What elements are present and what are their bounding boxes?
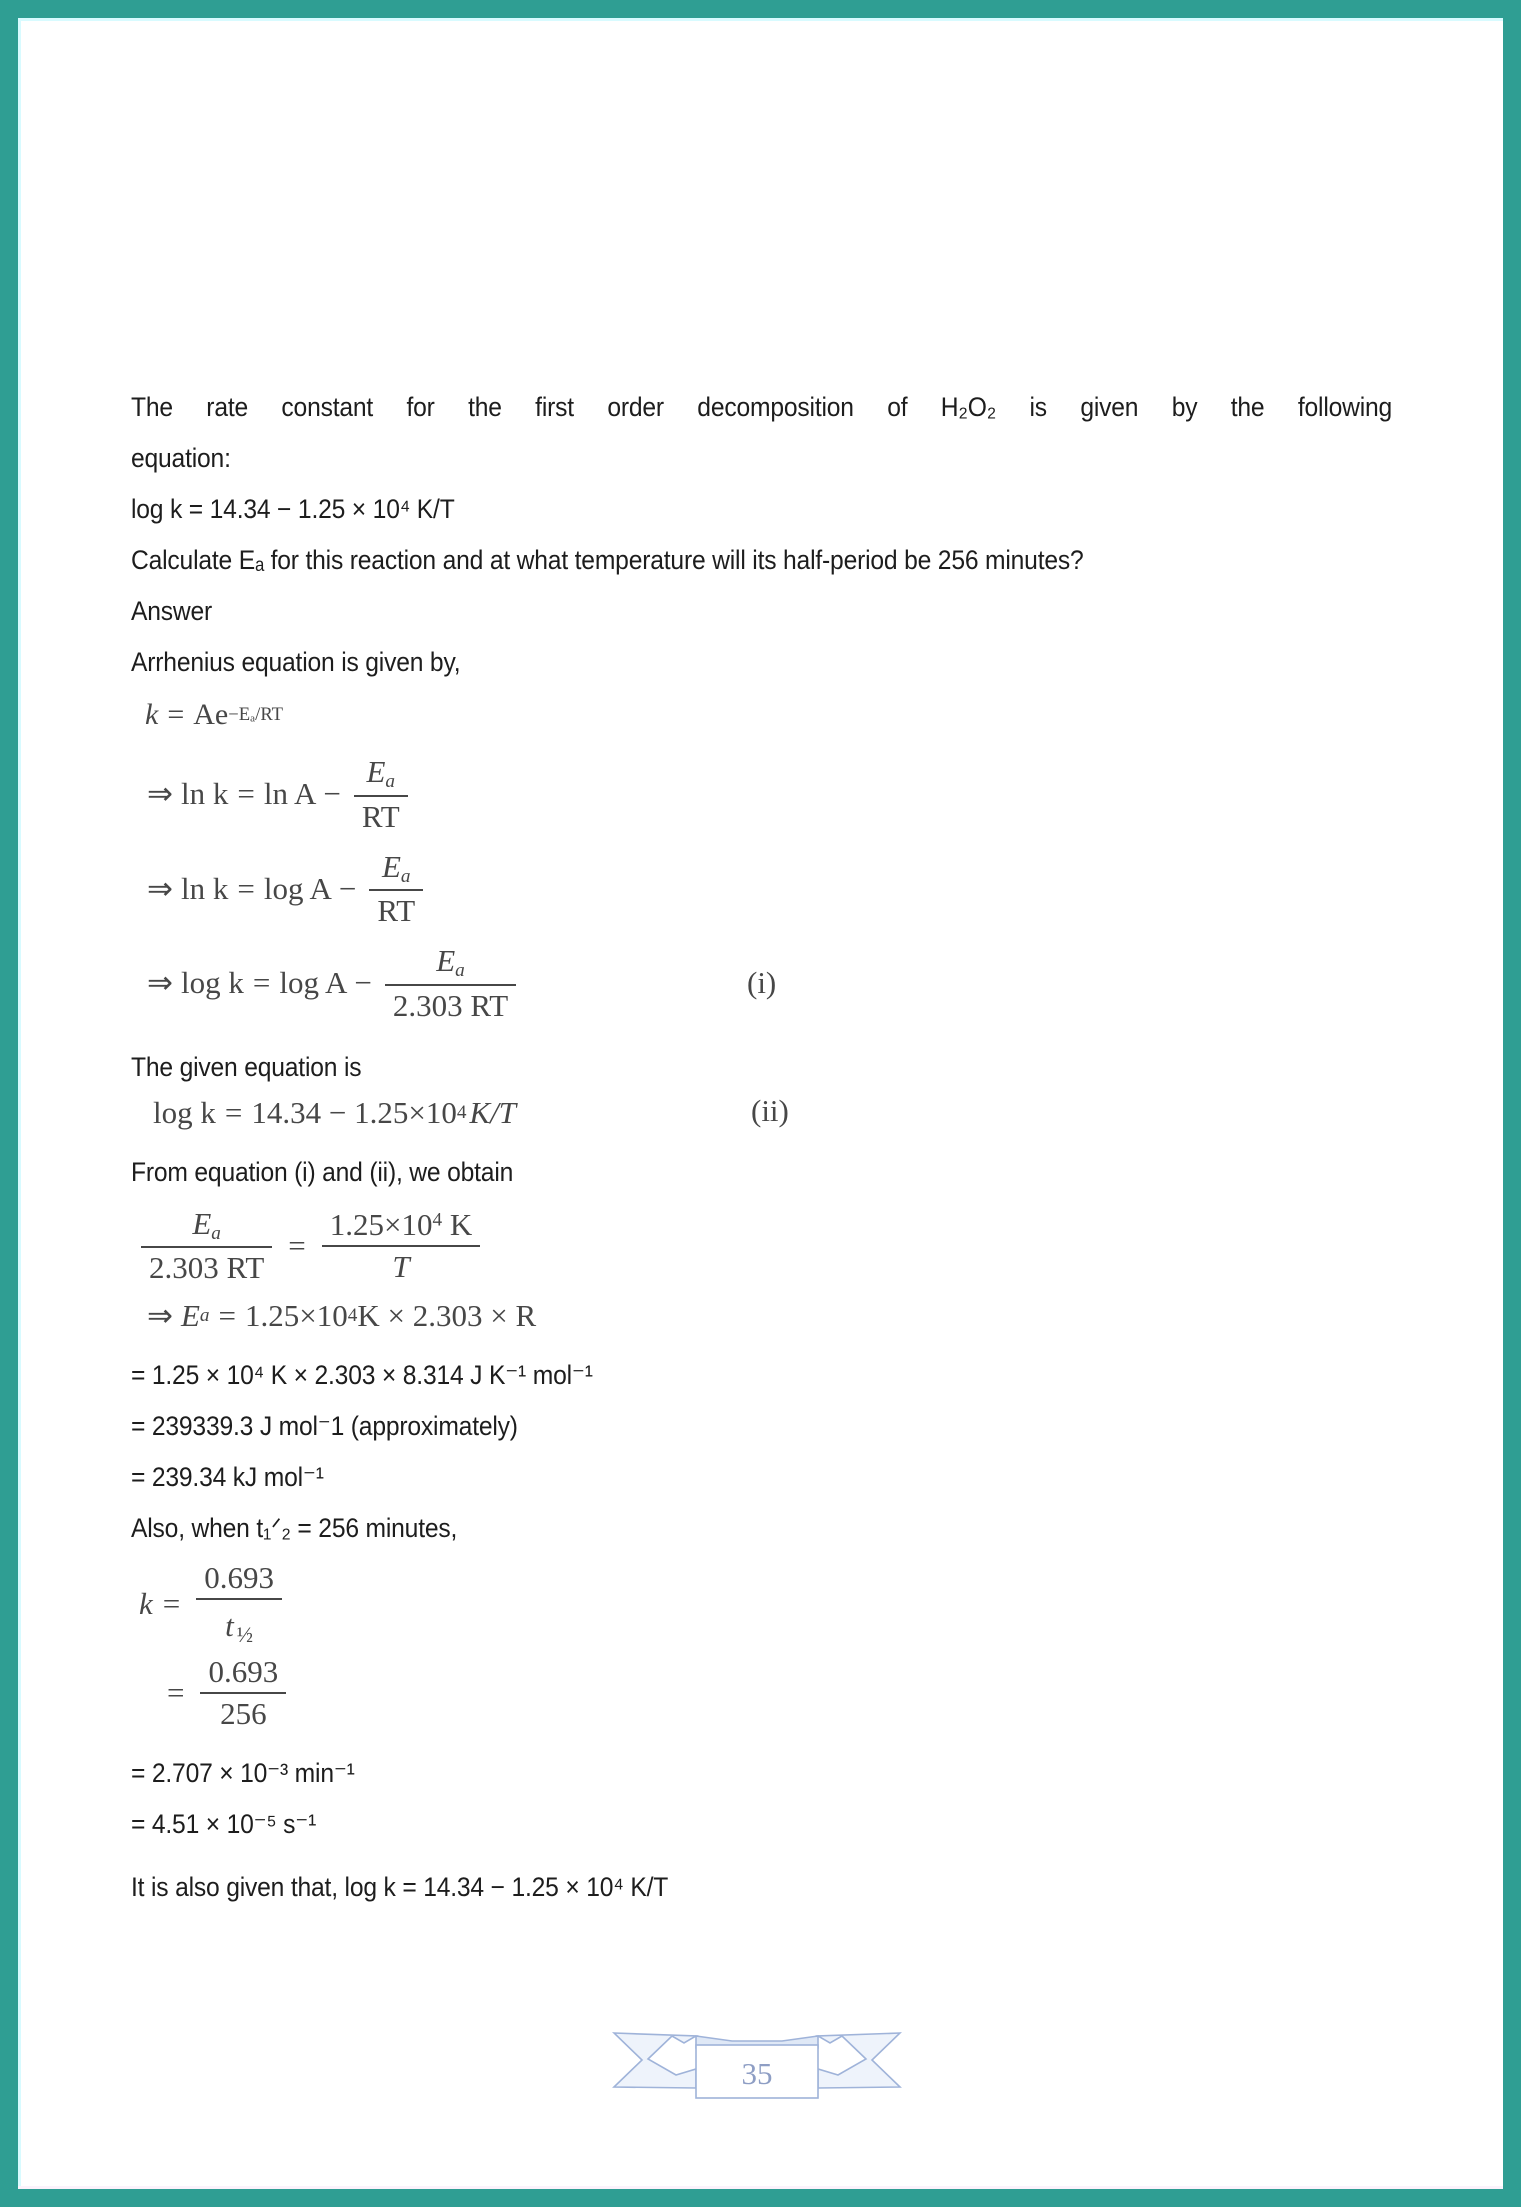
ratio-right-numerator-post: K	[442, 1207, 473, 1243]
ratio-right-denominator-sym: T	[392, 1248, 410, 1284]
ln-form-term1: ln A	[263, 776, 317, 812]
k-numeric-equals: =	[167, 1674, 185, 1710]
arrhenius-rhs-exponent: −Eₐ/RT	[228, 704, 283, 725]
result-line-5: = 4.51 × 10⁻⁵ s⁻¹	[131, 1808, 317, 1839]
ln-form-arrow: ⇒	[147, 776, 173, 812]
ratio-right-numerator-pre: 1.25×10	[329, 1207, 433, 1243]
ln-log-form-lhs: ln k	[180, 870, 229, 906]
result-line-1: = 1.25 × 10⁴ K × 2.303 × 8.314 J K⁻¹ mol⁻¹	[131, 1360, 593, 1391]
k-half-life-equals: =	[162, 1586, 181, 1622]
k-numeric-denominator: 256	[220, 1695, 267, 1731]
ln-form-numerator	[358, 754, 403, 793]
ratio-equals: =	[288, 1227, 306, 1263]
given-ii-lhs: log k	[153, 1094, 216, 1130]
ln-form-equals: =	[237, 776, 255, 812]
equation-log-form	[147, 943, 1392, 1024]
log-form-fraction	[385, 943, 516, 1024]
equation-ea-solve	[147, 1298, 1392, 1334]
log-form-minus: −	[354, 965, 372, 1001]
question-line-2: equation:	[131, 443, 231, 473]
log-form-numerator-sub: a	[455, 959, 465, 981]
ln-form-numerator-sym: E	[366, 754, 386, 789]
ln-form-fraction-bar	[354, 795, 408, 797]
page-number-ribbon	[612, 2003, 902, 2108]
ea-solve-equals: =	[218, 1298, 237, 1334]
ln-form-fraction	[354, 754, 408, 835]
page-number: 35	[741, 2056, 773, 2091]
ratio-left-fraction	[141, 1206, 272, 1287]
k-half-life-denominator-sym: t	[225, 1607, 234, 1643]
k-half-life-fraction	[196, 1560, 282, 1648]
given-ii-equals: =	[224, 1094, 243, 1130]
log-form-equals: =	[252, 965, 271, 1001]
log-form-denominator: 2.303 RT	[392, 987, 509, 1023]
result-line-3: = 239.34 kJ mol⁻¹	[131, 1462, 324, 1493]
half-life-intro: Also, when t₁ᐟ₂ = 256 minutes,	[131, 1513, 458, 1544]
k-half-life-fraction-bar	[196, 1598, 282, 1600]
k-numeric-fraction-bar	[200, 1692, 286, 1694]
log-form-numerator	[428, 943, 473, 982]
page-border-left	[0, 0, 18, 2207]
ea-solve-lhs-sub: a	[199, 1305, 210, 1327]
ln-form-denominator: RT	[361, 798, 400, 834]
log-form-fraction-bar	[385, 984, 516, 986]
ratio-left-denominator: 2.303 RT	[149, 1250, 265, 1286]
ln-log-form-arrow: ⇒	[147, 870, 173, 906]
ratio-left-numerator	[184, 1206, 229, 1245]
equation-tag-ii: (ii)	[751, 1092, 789, 1128]
given-ii-rhs: 14.34 − 1.25×10	[251, 1094, 457, 1130]
equation-tag-i: (i)	[747, 965, 777, 1001]
ln-log-form-numerator-sub: a	[400, 865, 411, 887]
result-line-2: = 239339.3 J mol⁻1 (approximately)	[131, 1411, 518, 1442]
equation-ratio	[135, 1206, 1392, 1287]
k-numeric-fraction	[200, 1654, 286, 1731]
result-line-4: = 2.707 × 10⁻³ min⁻¹	[131, 1757, 355, 1788]
ratio-left-numerator-sym: E	[192, 1205, 212, 1241]
equation-ln-log-form	[147, 849, 1392, 930]
inner-hairline-left	[18, 18, 21, 2189]
equation-k-half-life	[139, 1560, 1392, 1648]
equation-k-numeric	[167, 1654, 1392, 1731]
ratio-right-fraction-bar	[322, 1245, 480, 1247]
ea-solve-rhs-post: K × 2.303 × R	[357, 1298, 537, 1334]
answer-label: Answer	[131, 596, 213, 626]
equation-arrhenius	[145, 698, 1392, 732]
ratio-right-denominator	[384, 1249, 417, 1285]
ln-form-minus: −	[323, 776, 341, 812]
arrhenius-equals: =	[167, 698, 185, 731]
k-half-life-denominator	[217, 1602, 261, 1648]
question-line-1: The rate constant for the first order decomposition of H₂O₂ is given by the following	[131, 392, 1393, 422]
given-equation-label: The given equation is	[131, 1051, 362, 1082]
ratio-left-numerator-sub: a	[211, 1222, 221, 1244]
arrhenius-lhs: k	[145, 698, 159, 731]
log-form-arrow: ⇒	[147, 965, 173, 1001]
arrhenius-intro: Arrhenius equation is given by,	[131, 647, 461, 677]
k-half-life-numerator: 0.693	[204, 1560, 274, 1596]
ea-solve-lhs: E	[180, 1298, 200, 1334]
ln-log-form-numerator-sym: E	[381, 848, 401, 884]
page-border-right	[1503, 0, 1521, 2207]
ea-solve-rhs-exp: 4	[347, 1305, 358, 1327]
given-ii-units: K/T	[469, 1094, 516, 1130]
ea-solve-rhs-pre: 1.25×10	[245, 1298, 348, 1334]
k-half-life-denominator-sub: ½	[236, 1623, 254, 1648]
ratio-left-fraction-bar	[141, 1246, 272, 1248]
page-border-top	[0, 0, 1521, 18]
inner-hairline-bottom	[18, 2186, 1503, 2189]
ratio-right-numerator	[322, 1207, 480, 1243]
ln-form-numerator-sub: a	[385, 770, 396, 792]
ln-form-lhs: ln k	[180, 776, 229, 812]
given-ii-exponent: 4	[456, 1101, 467, 1123]
arrhenius-rhs-base: Ae	[193, 698, 229, 731]
log-form-term1: log A	[279, 965, 348, 1001]
k-half-life-lhs: k	[139, 1586, 153, 1622]
ln-log-form-denominator: RT	[377, 893, 416, 929]
ln-log-form-minus: −	[338, 870, 357, 906]
inner-hairline-top	[18, 18, 1503, 21]
log-form-numerator-sym: E	[436, 943, 456, 979]
equation-ln-form	[147, 754, 1392, 835]
ratio-right-fraction	[322, 1207, 480, 1284]
log-form-lhs: log k	[180, 965, 244, 1001]
calculate-prompt: Calculate Eₐ for this reaction and at what temperature will its half-period be 256 minutes?	[131, 545, 1084, 575]
ln-log-form-numerator	[374, 849, 419, 888]
from-equation-label: From equation (i) and (ii), we obtain	[131, 1156, 514, 1187]
ln-log-form-fraction	[369, 849, 423, 930]
k-numeric-numerator: 0.693	[208, 1654, 279, 1690]
equation-given-ii	[153, 1092, 1392, 1131]
ea-solve-arrow: ⇒	[147, 1298, 173, 1334]
page-border-bottom	[0, 2189, 1521, 2207]
ln-log-form-fraction-bar	[369, 889, 423, 891]
final-line: It is also given that, log k = 14.34 − 1.25 × 10⁴ K/T	[131, 1871, 669, 1902]
ln-log-form-equals: =	[237, 870, 255, 906]
ratio-right-numerator-exp: 4	[432, 1209, 443, 1231]
document-content	[131, 382, 1392, 1913]
ln-log-form-term1: log A	[263, 870, 332, 906]
given-equation-text: log k = 14.34 − 1.25 × 10⁴ K/T	[131, 494, 455, 524]
